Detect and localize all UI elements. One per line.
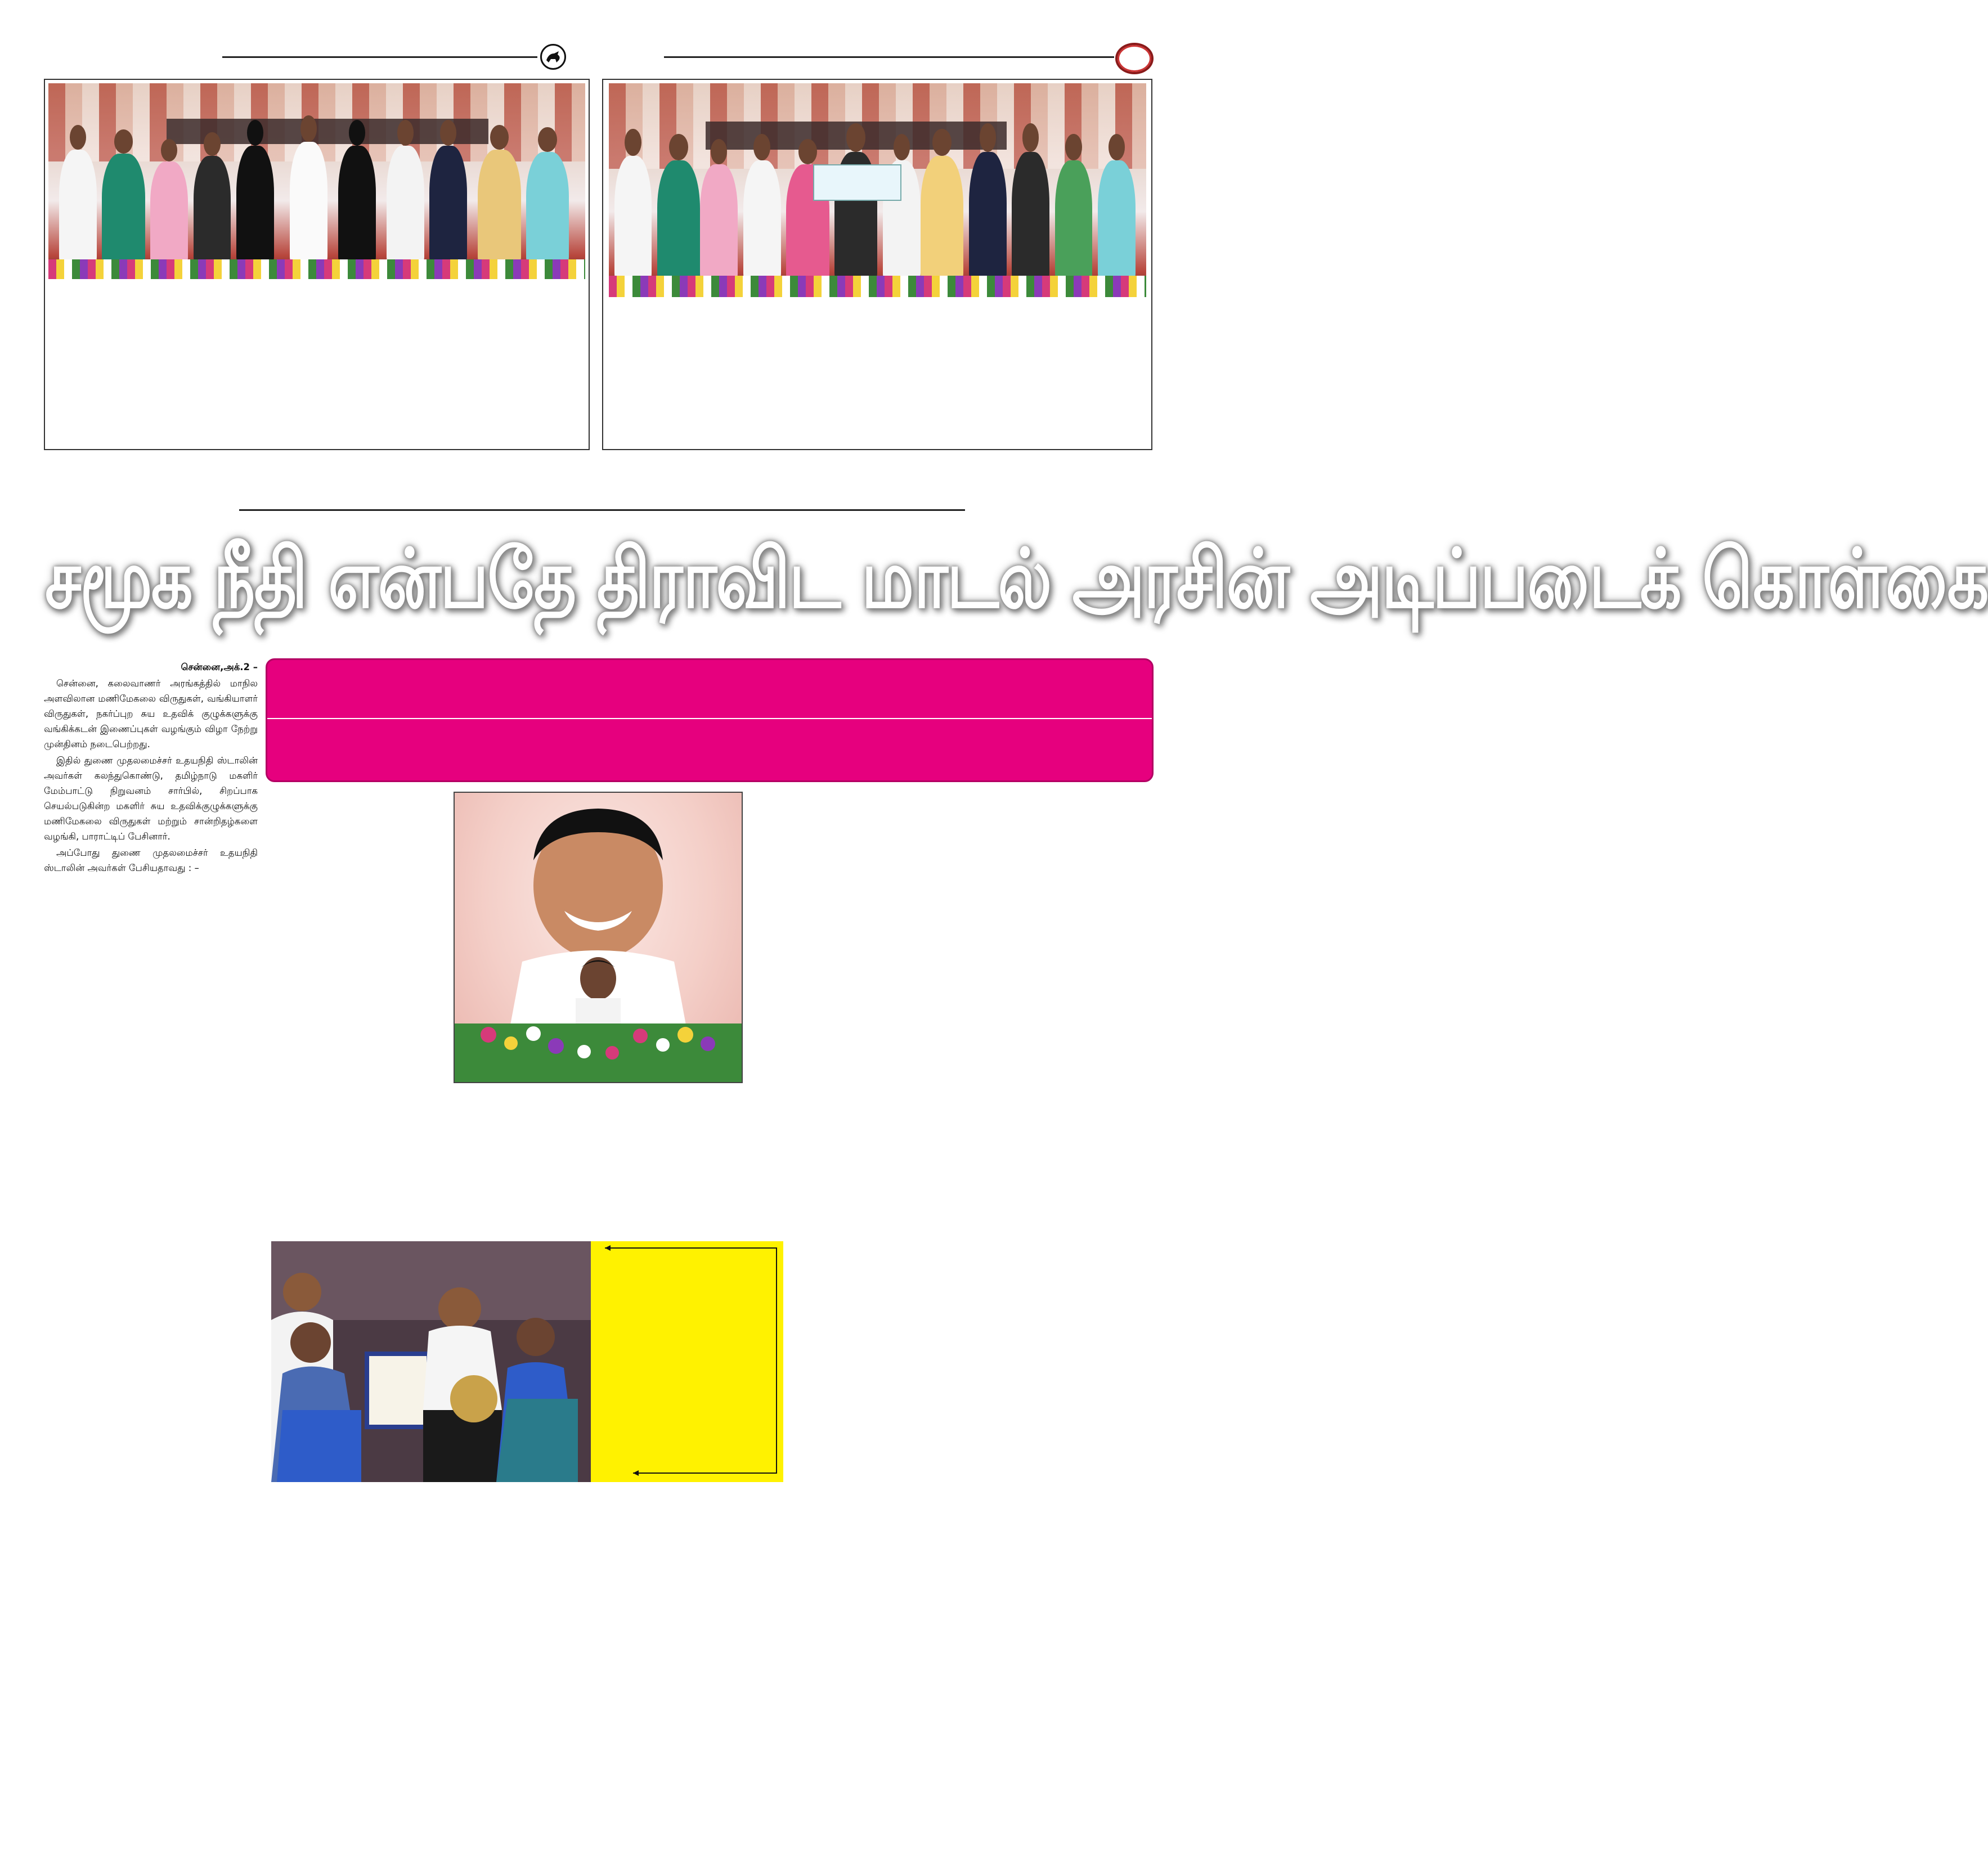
article-paragraph: சென்னை, கலைவாணர் அரங்கத்தில் மாநில அளவிலான மணிமேகலை விருதுகள், வங்கியாளர் விருதுகள், நகர்ப்புற சுய உதவிக் குழுக்களுக்கு வங்கிக்கடன் இணைப்புகள் வழங்கும் விழா நேற்று முன்தினம் நடைபெற்றது. <box>44 678 258 749</box>
yellow-caption-box <box>591 1241 783 1482</box>
award-presentation-photo <box>271 1241 592 1482</box>
article-paragraph: அப்போது துணை முதலமைச்சர் உதயநிதி ஸ்டாலின் அவர்கள் பேசியதாவது : – <box>44 847 258 873</box>
article-paragraph: இதில் துணை முதலமைச்சர் உதயநிதி ஸ்டாலின் அவர்கள் கலந்துகொண்டு, தமிழ்நாடு மகளிர் மேம்பாட்டு நிறுவனம் சார்பில், சிறப்பாக செயல்படுகின்ற மகளிர் சுய உதவிக்குழுக்களுக்கு மணிமேகலை விருதுகள் மற்றும் சான்றிதழ்களை வழங்கி, பாராட்டிப் பேசினார். <box>44 755 258 842</box>
dateline: சென்னை,அக்.2 – <box>181 662 258 672</box>
headline: சமூக நீதி என்பதே திராவிட மாடல் அரசின் அடிப்படைக் கொள்கை <box>45 532 1988 627</box>
header-rule-right <box>664 56 1114 58</box>
portrait-photo <box>454 792 743 1083</box>
page-circle-icon <box>1115 43 1154 74</box>
highlight-box <box>266 658 1154 782</box>
award-ceremony-photo-left <box>48 83 585 279</box>
header-rule-left <box>222 56 537 58</box>
photo-frame-left <box>44 79 590 450</box>
bull-emblem-icon <box>540 44 566 70</box>
article-column <box>44 659 258 877</box>
highlight-divider <box>267 718 1152 719</box>
photo-frame-right <box>602 79 1152 450</box>
award-ceremony-photo-right <box>609 83 1146 297</box>
